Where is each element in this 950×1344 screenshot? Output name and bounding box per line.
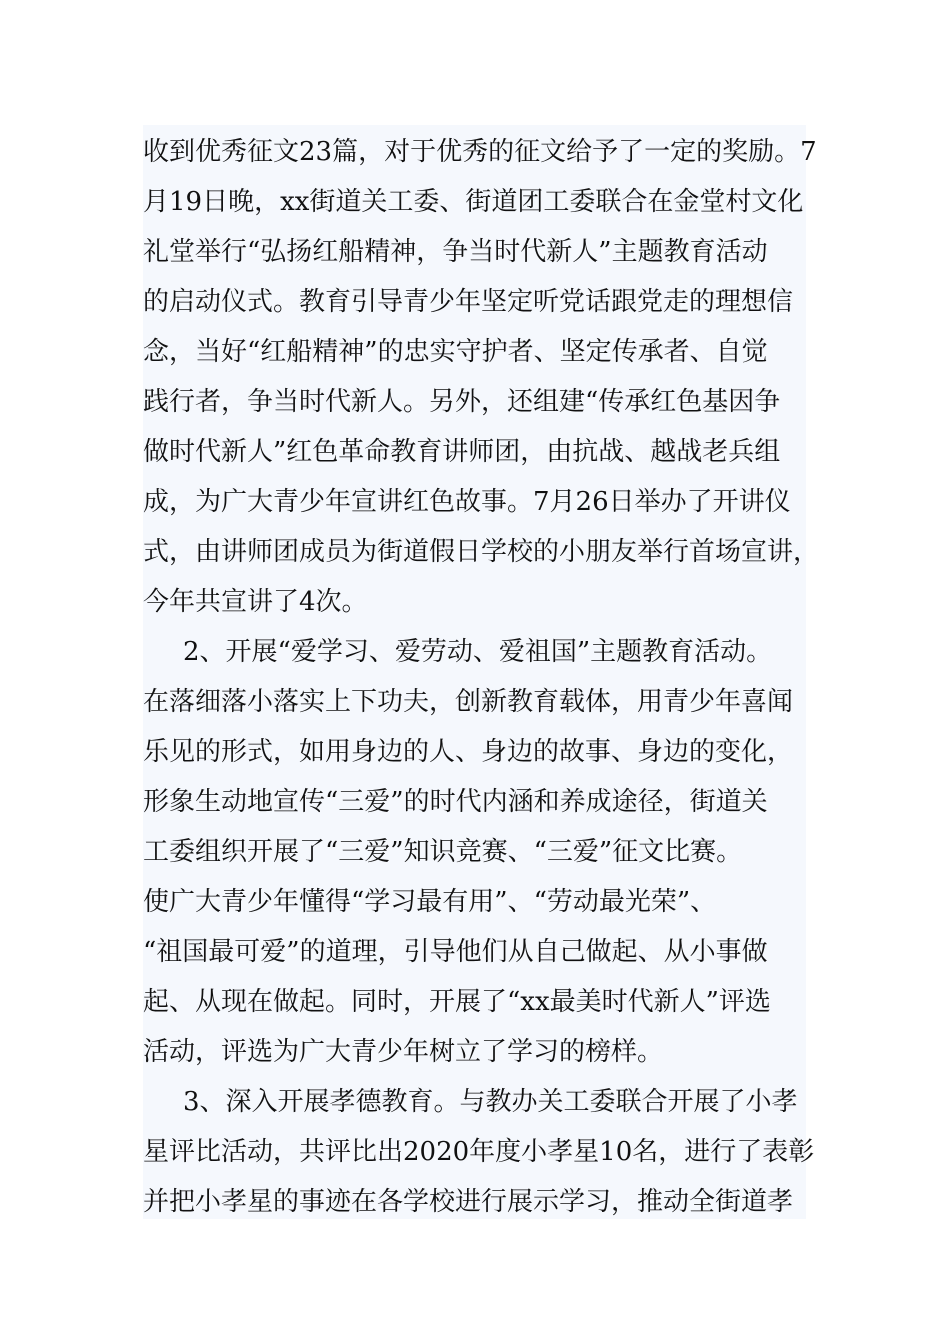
text-line: 形象生动地宣传“三爱”的时代内涵和养成途径，街道关 [143, 787, 768, 817]
text-line: 在落细落小落实上下功夫，创新教育载体，用青少年喜闻 [143, 687, 794, 717]
text-line: 活动，评选为广大青少年树立了学习的榜样。 [143, 1037, 664, 1067]
text-line: 成，为广大青少年宣讲红色故事。7月26日举办了开讲仪 [143, 487, 791, 517]
text-line: 念，当好“红船精神”的忠实守护者、坚定传承者、自觉 [143, 337, 768, 367]
paragraph-start-line: 3、深入开展孝德教育。与教办关工委联合开展了小孝 [183, 1087, 798, 1117]
text-line: 式，由讲师团成员为街道假日学校的小朋友举行首场宣讲， [143, 537, 820, 567]
text-line: 月19日晚，xx街道关工委、街道团工委联合在金堂村文化 [143, 187, 804, 217]
text-line: “祖国最可爱”的道理，引导他们从自己做起、从小事做 [143, 937, 768, 967]
text-line: 使广大青少年懂得“学习最有用”、“劳动最光荣”、 [143, 887, 717, 917]
text-line: 星评比活动，共评比出2020年度小孝星10名，进行了表彰 [143, 1137, 815, 1167]
text-line: 做时代新人”红色革命教育讲师团，由抗战、越战老兵组 [143, 437, 781, 467]
text-line: 并把小孝星的事迹在各学校进行展示学习，推动全街道孝 [143, 1187, 794, 1217]
text-line: 工委组织开展了“三爱”知识竞赛、“三爱”征文比赛。 [143, 837, 743, 867]
document-text-block [143, 125, 820, 1219]
text-line: 收到优秀征文23篇，对于优秀的征文给予了一定的奖励。7 [143, 137, 817, 167]
text-line: 践行者，争当时代新人。另外，还组建“传承红色基因争 [143, 387, 781, 417]
text-line: 起、从现在做起。同时，开展了“xx最美时代新人”评选 [143, 987, 771, 1017]
paragraph-start-line: 2、开展“爱学习、爱劳动、爱祖国”主题教育活动。 [183, 637, 773, 667]
text-line: 礼堂举行“弘扬红船精神，争当时代新人”主题教育活动 [143, 237, 768, 267]
text-line: 乐见的形式，如用身边的人、身边的故事、身边的变化， [143, 737, 794, 767]
text-line: 的启动仪式。教育引导青少年坚定听党话跟党走的理想信 [143, 287, 794, 317]
text-line: 今年共宣讲了4次。 [143, 587, 368, 617]
